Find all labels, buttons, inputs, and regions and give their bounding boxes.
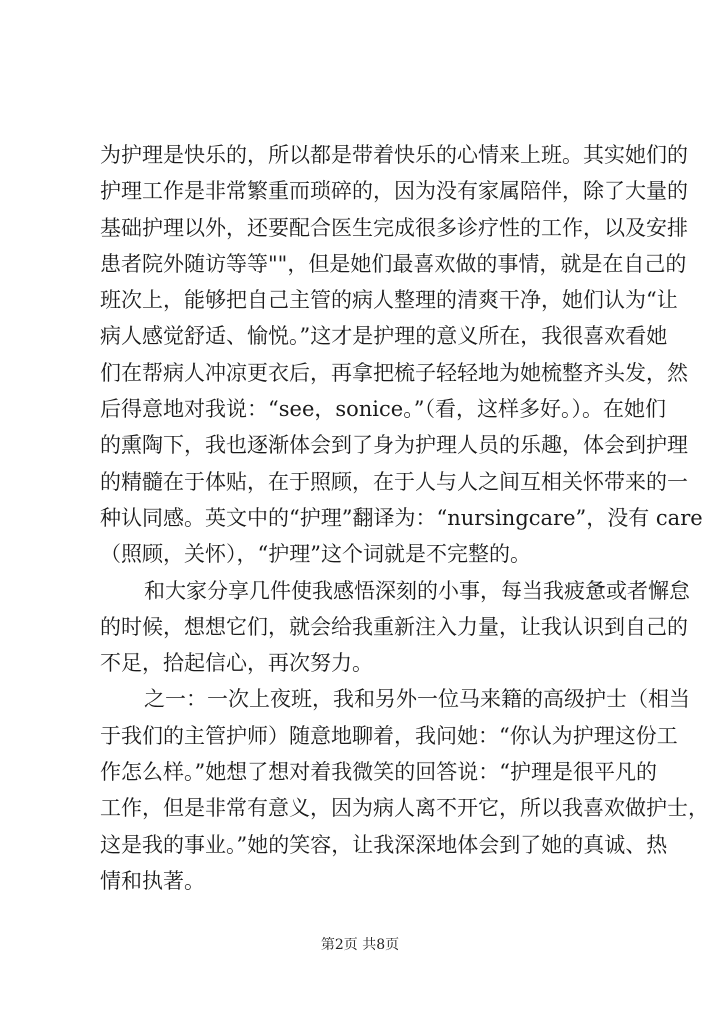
text-line: 和大家分享几件使我感悟深刻的小事，每当我疲惫或者懈怠 bbox=[144, 578, 690, 603]
paragraph bbox=[100, 681, 709, 899]
text-line: 班次上，能够把自己主管的病人整理的清爽干净，她们认为“让 bbox=[100, 288, 678, 313]
text-line: 种认同感。英文中的“护理”翻译为：“nursingcare”，没有 care bbox=[100, 505, 703, 530]
text-line: 病人感觉舒适、愉悦。”这才是护理的意义所在，我很喜欢看她 bbox=[100, 324, 668, 349]
text-line: 的精髓在于体贴，在于照顾，在于人与人之间互相关怀带来的一 bbox=[100, 469, 688, 494]
text-line: 后得意地对我说：“see，sonice。”（看，这样多好。）。在她们 bbox=[100, 397, 666, 422]
text-line: 的时候，想想它们，就会给我重新注入力量，让我认识到自己的 bbox=[100, 614, 688, 639]
text-line: 之一：一次上夜班，我和另外一位马来籍的高级护士（相当 bbox=[144, 687, 690, 712]
text-line: 为护理是快乐的，所以都是带着快乐的心情来上班。其实她们的 bbox=[100, 143, 688, 167]
page-footer: 第2页 共8页 bbox=[320, 937, 400, 953]
paragraph bbox=[100, 137, 703, 573]
text-line: 工作，但是非常有意义，因为病人离不开它，所以我喜欢做护士， bbox=[100, 796, 709, 821]
text-line: 的熏陶下，我也逐渐体会到了身为护理人员的乐趣，体会到护理 bbox=[100, 433, 688, 458]
text-line: 基础护理以外，还要配合医生完成很多诊疗性的工作，以及安排 bbox=[100, 215, 688, 240]
text-line: （照顾，关怀），“护理”这个词就是不完整的。 bbox=[100, 542, 531, 567]
text-line: 患者院外随访等等""，但是她们最喜欢做的事情，就是在自己的 bbox=[100, 251, 687, 276]
text-line: 情和执著。 bbox=[100, 868, 205, 893]
text-line: 护理工作是非常繁重而琐碎的，因为没有家属陪伴，除了大量的 bbox=[100, 179, 688, 204]
paragraph bbox=[100, 573, 690, 682]
text-line: 于我们的主管护师）随意地聊着，我问她：“你认为护理这份工 bbox=[100, 723, 678, 748]
text-line: 不足，拾起信心，再次努力。 bbox=[100, 651, 373, 676]
text-line: 作怎么样。”她想了想对着我微笑的回答说：“护理是很平凡的 bbox=[100, 760, 657, 785]
text-line: 这是我的事业。”她的笑容，让我深深地体会到了她的真诚、热 bbox=[100, 832, 668, 857]
document-body bbox=[100, 137, 709, 899]
text-line: 们在帮病人冲凉更衣后，再拿把梳子轻轻地为她梳整齐头发，然 bbox=[100, 360, 688, 385]
